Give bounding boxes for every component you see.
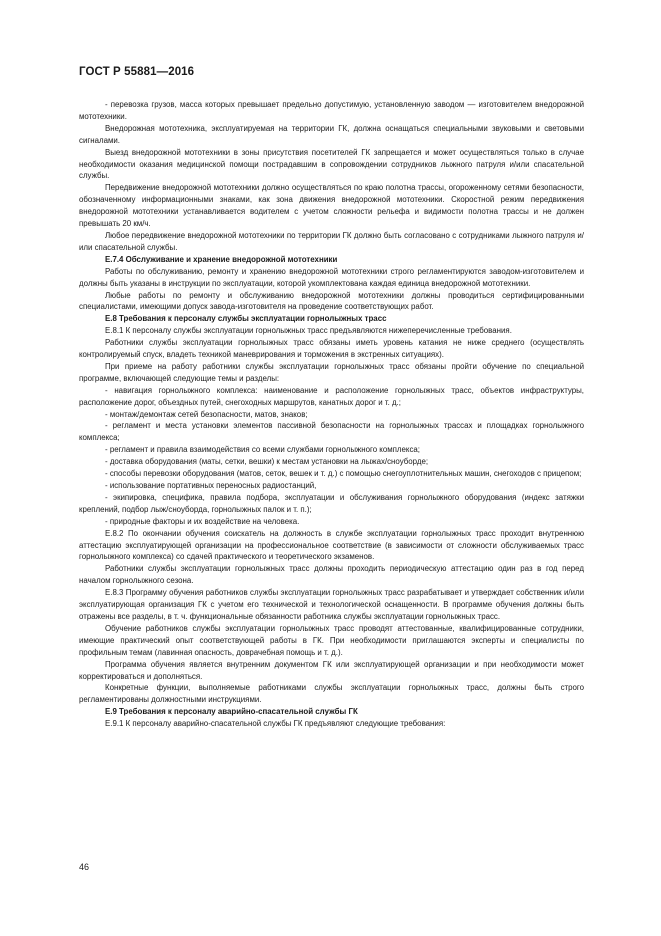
section-heading: E.9 Требования к персоналу аварийно-спасательной службы ГК bbox=[105, 707, 358, 717]
paragraph: Программа обучения является внутренним документом ГК или эксплуатирующей организации и при необходимости может корректироваться и дополняться. bbox=[79, 659, 584, 681]
paragraph: Внедорожная мототехника, эксплуатируемая на территории ГК, должна оснащаться специальными звуковыми и световыми сигналами. bbox=[79, 123, 584, 145]
paragraph: Любые работы по ремонту и обслуживанию внедорожной мототехники должны проводиться сертифицированными специалистами, имеющими допуск завода-изготовителя на проведение соответствующих работ. bbox=[79, 290, 584, 312]
paragraph: Работы по обслуживанию, ремонту и хранению внедорожной мототехники строго регламентируются заводом-изготовителем и должны быть указаны в инструкции по эксплуатации, которой укомплектована каждая единица внедорожной мототехники. bbox=[79, 266, 584, 288]
page-number: 46 bbox=[79, 862, 90, 872]
standard-header: ГОСТ Р 55881—2016 bbox=[79, 66, 195, 78]
paragraph: - перевозка грузов, масса которых превышает предельно допустимую, установленную заводом — изготовителем внедорожной мототехники. bbox=[79, 100, 584, 121]
paragraph: Передвижение внедорожной мототехники должно осуществляться по краю полотна трассы, огороженному сетями безопасности, обозначенному информационными знаками, как зона движения внедорожной мототехники. Скоростной режим передвижения внедорожной мототехники устанавливается водителем с учетом сложности рельефа и видимости полотна трассы и не должен превышать 20 км/ч. bbox=[79, 183, 584, 229]
section-heading: E.8 Требования к персоналу службы эксплуатации горнолыжных трасс bbox=[105, 314, 387, 324]
list-item: - экипировка, специфика, правила подбора, эксплуатации и обслуживания горнолыжного оборудования (индекс затяжки креплений, подбор лыж/сноуборда, горнолыжных палок и т. п.); bbox=[79, 492, 584, 514]
paragraph: При приеме на работу работники службы эксплуатации горнолыжных трасс обязаны пройти обучение по специальной программе, включающей следующие темы и разделы: bbox=[79, 361, 584, 383]
paragraph: E.8.2 По окончании обучения соискатель на должность в службе эксплуатации горнолыжных трасс проходит внутреннюю аттестацию эксплуатирующей организации на профессиональное соответствие (в зависимости от сложности обслуживаемых трасс горнолыжного комплекса) со сдачей практического и теоретического экзаменов. bbox=[79, 528, 584, 562]
paragraph: E.9.1 К персоналу аварийно-спасательной службы ГК предъявляют следующие требования: bbox=[105, 719, 446, 729]
list-item: - навигация горнолыжного комплекса: наименование и расположение горнолыжных трасс, объектов инфраструктуры, расположение дорог, объездных путей, снегоходных маршрутов, канатных дорог и т. д.; bbox=[79, 385, 584, 407]
paragraph: Конкретные функции, выполняемые работниками службы эксплуатации горнолыжных трасс, должны быть строго регламентированы должностными инструкциями. bbox=[79, 683, 584, 705]
paragraph: Любое передвижение внедорожной мототехники по территории ГК должно быть согласовано с сотрудниками лыжного патруля и/или спасательной службы. bbox=[79, 230, 584, 252]
list-item: - способы перевозки оборудования (матов, сеток, вешек и т. д.) с помощью снегоуплотнительных машин, снегоходов с прицепом; bbox=[105, 469, 582, 479]
section-heading: E.7.4 Обслуживание и хранение внедорожной мототехники bbox=[105, 254, 338, 264]
list-item: - доставка оборудования (маты, сетки, вешки) к местам установки на лыжах/сноуборде; bbox=[105, 457, 429, 467]
list-item: - природные факторы и их воздействие на человека. bbox=[105, 516, 300, 526]
document-body bbox=[79, 99, 584, 730]
paragraph: E.8.3 Программу обучения работников службы эксплуатации горнолыжных трасс разрабатывает и утверждает собственник и/или эксплуатирующая организация ГК с учетом его технической и технологической оснащенности. В программе обучения должны быть отражены все разделы, в т. ч. функциональные обязанности работника службы эксплуатации горнолыжных трасс. bbox=[79, 588, 584, 621]
list-item: - монтаж/демонтаж сетей безопасности, матов, знаков; bbox=[105, 409, 308, 419]
paragraph: Обучение работников службы эксплуатации горнолыжных трасс проводят аттестованные, квалифицированные сотрудники, имеющие практический опыт соответствующей работы в ГК. При необходимости приглашаются эксперты и специалисты по профильным темам (лавинная опасность, доврачебная помощь и т. д.). bbox=[79, 623, 584, 657]
list-item: - использование портативных переносных радиостанций, bbox=[105, 481, 317, 490]
paragraph: E.8.1 К персоналу службы эксплуатации горнолыжных трасс предъявляются нижеперечисленные требования. bbox=[105, 326, 512, 336]
paragraph: Выезд внедорожной мототехники в зоны присутствия посетителей ГК запрещается и может осуществляться только в случае необходимости оказания медицинской помощи пострадавшим в сопровождении сотрудников лыжного патруля и/или спасательной службы. bbox=[79, 147, 584, 181]
list-item: - регламент и места установки элементов пассивной безопасности на горнолыжных трассах и площадках горнолыжного комплекса; bbox=[79, 421, 584, 443]
paragraph: Работники службы эксплуатации горнолыжных трасс обязаны иметь уровень катания не ниже среднего (осуществлять контролируемый спуск, владеть техникой маневрирования и торможения в экстренных ситуациях). bbox=[79, 338, 584, 360]
paragraph: Работники службы эксплуатации горнолыжных трасс должны проходить периодическую аттестацию один раз в год перед началом горнолыжного сезона. bbox=[79, 564, 584, 586]
list-item: - регламент и правила взаимодействия со всеми службами горнолыжного комплекса; bbox=[105, 445, 420, 455]
